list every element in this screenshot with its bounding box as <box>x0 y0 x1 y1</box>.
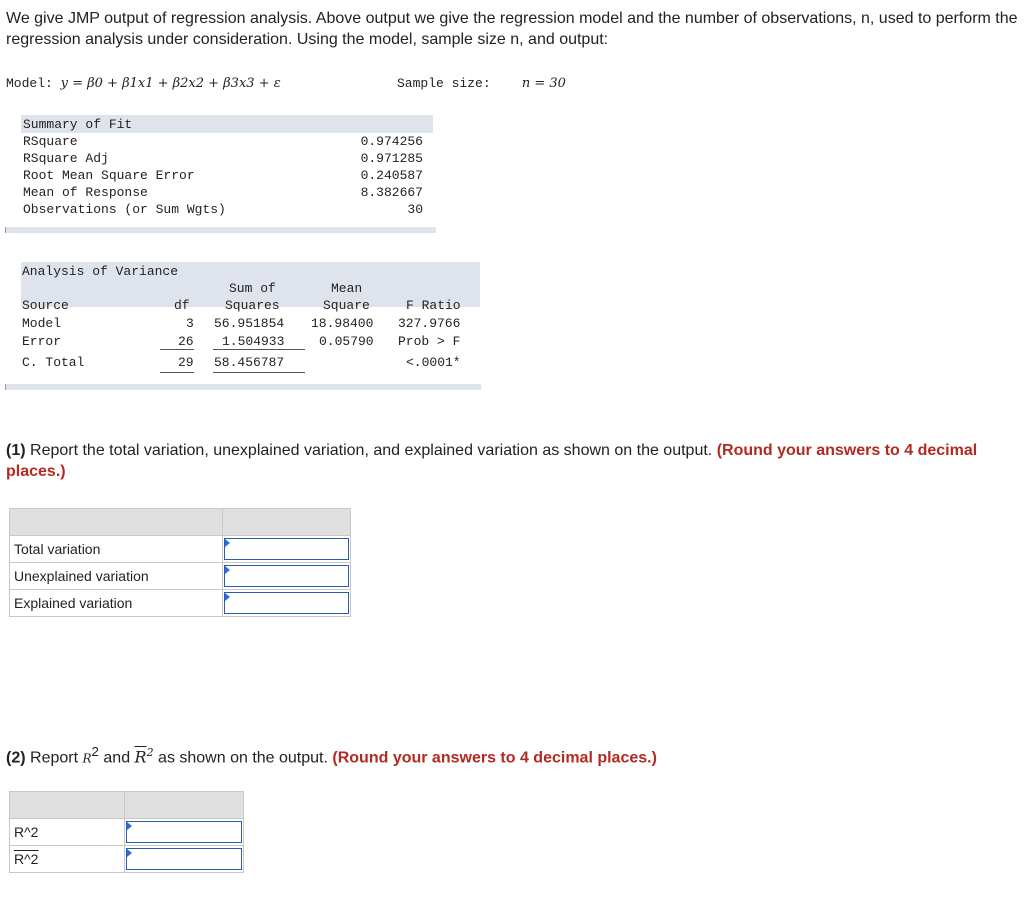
fit-row-label: Root Mean Square Error <box>23 168 195 183</box>
table-row <box>10 590 351 617</box>
header-cell <box>10 792 125 819</box>
fit-row-value: 0.974256 <box>360 134 423 149</box>
fit-row-value: 0.971285 <box>360 151 423 166</box>
anova-header-sum-of: Sum of <box>229 281 276 296</box>
anova-f: Prob > F <box>398 334 461 349</box>
anova-df: 3 <box>186 316 194 331</box>
fit-row <box>23 184 423 201</box>
input-marker-icon <box>225 539 230 547</box>
fit-row-label: Mean of Response <box>23 185 148 200</box>
anova-header-source: Source <box>22 298 69 313</box>
anova-df: 29 <box>178 355 194 370</box>
question-2-text-c: as shown on the output. <box>153 749 333 767</box>
total-variation-input[interactable] <box>224 538 349 560</box>
fit-row-value: 8.382667 <box>360 185 423 200</box>
answer-table-2 <box>9 791 244 873</box>
anova-ss: 58.456787 <box>214 355 285 370</box>
model-line <box>6 76 281 91</box>
fit-row-label: Observations (or Sum Wgts) <box>23 202 226 217</box>
fit-row <box>23 150 423 167</box>
anova-f: <.0001* <box>406 355 461 370</box>
question-2-number: (2) <box>6 749 26 767</box>
question-2-note: (Round your answers to 4 decimal places.) <box>332 749 657 767</box>
table-row <box>10 563 351 590</box>
unexplained-variation-input[interactable] <box>224 565 349 587</box>
anova-ms: 0.05790 <box>319 334 374 349</box>
header-cell <box>10 509 223 536</box>
question-1 <box>6 440 1016 482</box>
row-label: Explained variation <box>10 590 223 617</box>
r-bar-squared-exponent: 2 <box>146 746 154 759</box>
row-label: Total variation <box>10 536 223 563</box>
input-marker-icon <box>127 849 132 857</box>
input-marker-icon <box>225 593 230 601</box>
question-2-text-b: and <box>98 749 135 767</box>
anova-source: Model <box>22 316 62 331</box>
table-footer-bar <box>5 227 436 233</box>
r-squared-exponent: 2 <box>91 744 99 759</box>
divider <box>213 372 305 373</box>
r-squared-symbol: R <box>82 751 92 766</box>
answer-cell <box>125 846 244 873</box>
row-label: R^2 <box>10 819 125 846</box>
answer-cell <box>223 536 351 563</box>
question-1-text: Report the total variation, unexplained variation, and explained variation as shown on the output. <box>25 442 717 459</box>
question-2-text-a: Report <box>25 749 83 767</box>
summary-of-fit-table <box>5 115 435 235</box>
model-label: Model: <box>6 76 53 91</box>
sample-size-line <box>397 76 566 91</box>
r-squared-input[interactable] <box>126 821 242 843</box>
row-label: Unexplained variation <box>10 563 223 590</box>
table-row <box>10 819 244 846</box>
question-1-note: (Round your answers to 4 decimal places.) <box>6 442 978 480</box>
fit-row <box>23 201 423 218</box>
answer-cell <box>223 590 351 617</box>
table-row <box>10 846 244 873</box>
r-bar-squared-symbol: $\overline{R}$ <box>134 747 147 767</box>
anova-ss: 1.504933 <box>222 334 285 349</box>
anova-header-square: Square <box>323 298 370 313</box>
anova-header-squares: Squares <box>225 298 280 313</box>
question-2 <box>6 741 1016 769</box>
anova-df: 26 <box>178 334 194 349</box>
anova-f: 327.9766 <box>398 316 461 331</box>
question-1-number: (1) <box>6 442 26 459</box>
anova-source: Error <box>22 334 62 349</box>
answer-table-1 <box>9 508 351 617</box>
header-cell <box>223 509 351 536</box>
anova-header-df: df <box>174 298 190 313</box>
divider <box>160 372 194 373</box>
anova-ms: 18.98400 <box>311 316 374 331</box>
input-marker-icon <box>225 566 230 574</box>
fit-row-label: RSquare Adj <box>23 151 109 166</box>
fit-row <box>23 133 423 150</box>
model-equation: y = β0 + β1x1 + β2x2 + β3x3 + ε <box>60 76 281 91</box>
fit-row-value: 30 <box>407 202 423 217</box>
fit-row-label: RSquare <box>23 134 78 149</box>
fit-row-value: 0.240587 <box>360 168 423 183</box>
header-cell <box>125 792 244 819</box>
anova-ss: 56.951854 <box>214 316 285 331</box>
divider <box>160 349 194 350</box>
explained-variation-input[interactable] <box>224 592 349 614</box>
table-row <box>10 536 351 563</box>
anova-table <box>5 262 480 394</box>
summary-of-fit-title: Summary of Fit <box>23 117 133 132</box>
answer-cell <box>223 563 351 590</box>
table-footer-bar <box>5 384 481 390</box>
anova-header-f-ratio: F Ratio <box>406 298 461 313</box>
input-marker-icon <box>127 822 132 830</box>
adjusted-r-squared-input[interactable] <box>126 848 242 870</box>
sample-size-label: Sample size: <box>397 76 491 91</box>
sample-size-value: n = 30 <box>521 76 566 91</box>
fit-row <box>23 167 423 184</box>
answer-table-header <box>10 509 351 536</box>
summary-of-fit-header <box>21 115 433 133</box>
row-label: R^2 <box>10 846 125 873</box>
divider <box>213 349 305 350</box>
anova-source: C. Total <box>22 355 85 370</box>
anova-header-mean: Mean <box>331 281 363 296</box>
intro-text: We give JMP output of regression analysis. Above output we give the regression model and the number of observations, n, used to perform the regression analysis under consideration. Using the model, sample size n, and output: <box>6 10 1018 48</box>
answer-table-header <box>10 792 244 819</box>
answer-cell <box>125 819 244 846</box>
anova-title: Analysis of Variance <box>22 264 179 279</box>
